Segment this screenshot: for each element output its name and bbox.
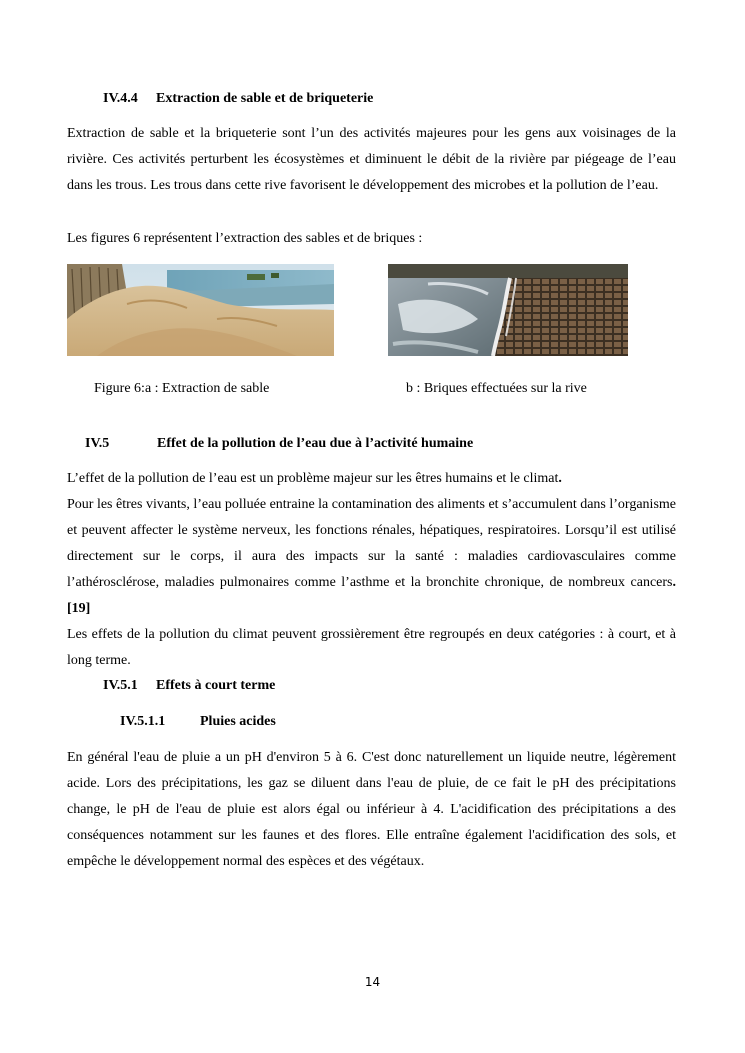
section-title: Effet de la pollution de l’eau due à l’activité humaine	[157, 436, 474, 451]
paragraph-sand-extraction: Extraction de sable et la briqueterie sont l’un des activités majeures pour les gens aux voisinages de la rivière. Ces activités perturbent les écosystèmes et diminuent le débit de la rivière par piégeage de l’eau dans les trous. Les trous dans cette rive favorisent le développement des microbes et la pollution de l’eau.	[67, 126, 676, 193]
section-number: IV.5.1.1	[120, 714, 166, 729]
section-heading-4-5-1	[103, 677, 275, 695]
paragraph-pollution-intro	[67, 466, 676, 492]
section-number: IV.5	[85, 436, 110, 451]
page-number: 14	[364, 975, 381, 989]
figure-6a-sand-extraction-photo	[67, 264, 334, 356]
paragraph-acid-rain: En général l'eau de pluie a un pH d'environ 5 à 6. C'est donc naturellement un liquide neutre, légèrement acide. Lors des précipitations, les gaz se diluent dans l'eau de pluie, de ce fait le pH des précipitations change, le pH de l'eau de pluie est alors égal ou inférieur à 4. L'acidification des précipitations a des conséquences notamment sur les faunes et des flores. Elle entraîne également l'acidification des sols, et empêche le développement normal des espèces et des végétaux.	[67, 750, 676, 869]
intro-text: L’effet de la pollution de l’eau est un problème majeur sur les êtres humains et le climat	[67, 471, 559, 486]
section-title: Pluies acides	[200, 714, 276, 729]
figure-6a-caption: Figure 6:a : Extraction de sable	[94, 381, 270, 396]
bricks-riverbank-image	[388, 264, 628, 356]
figure-6b-bricks-photo	[388, 264, 628, 356]
intro-period: .	[558, 471, 562, 486]
section-number: IV.4.4	[103, 91, 138, 106]
section-title: Extraction de sable et de briqueterie	[156, 91, 374, 106]
paragraph-figure-intro: Les figures 6 représentent l’extraction des sables et de briques :	[67, 231, 423, 246]
paragraph-living-beings	[67, 492, 676, 622]
section-heading-4-5-1-1	[120, 713, 276, 731]
section-heading-4-5	[85, 435, 473, 453]
citation-reference: . [19]	[67, 575, 676, 616]
section-number: IV.5.1	[103, 678, 138, 693]
section-title: Effets à court terme	[156, 678, 276, 693]
sand-riverbank-image	[67, 264, 334, 356]
section-heading-4-4	[103, 90, 373, 108]
living-beings-text: Pour les êtres vivants, l’eau polluée entraine la contamination des aliments et s’accumulent dans l’organisme et peuvent affecter le système nerveux, les fonctions rénales, hépatiques, respiratoires. Lorsqu’il est utilisé directement sur le corps, il aura des impacts sur la santé : maladies cardiovasculaires comme l’athérosclérose, maladies pulmonaires comme l’asthme et la bronchite chronique, de nombreux cancers	[67, 497, 676, 590]
figure-6b-caption: b : Briques effectuées sur la rive	[406, 381, 587, 396]
paragraph-climate-effects: Les effets de la pollution du climat peuvent grossièrement être regroupés en deux catégories : à court, et à long terme.	[67, 627, 676, 668]
